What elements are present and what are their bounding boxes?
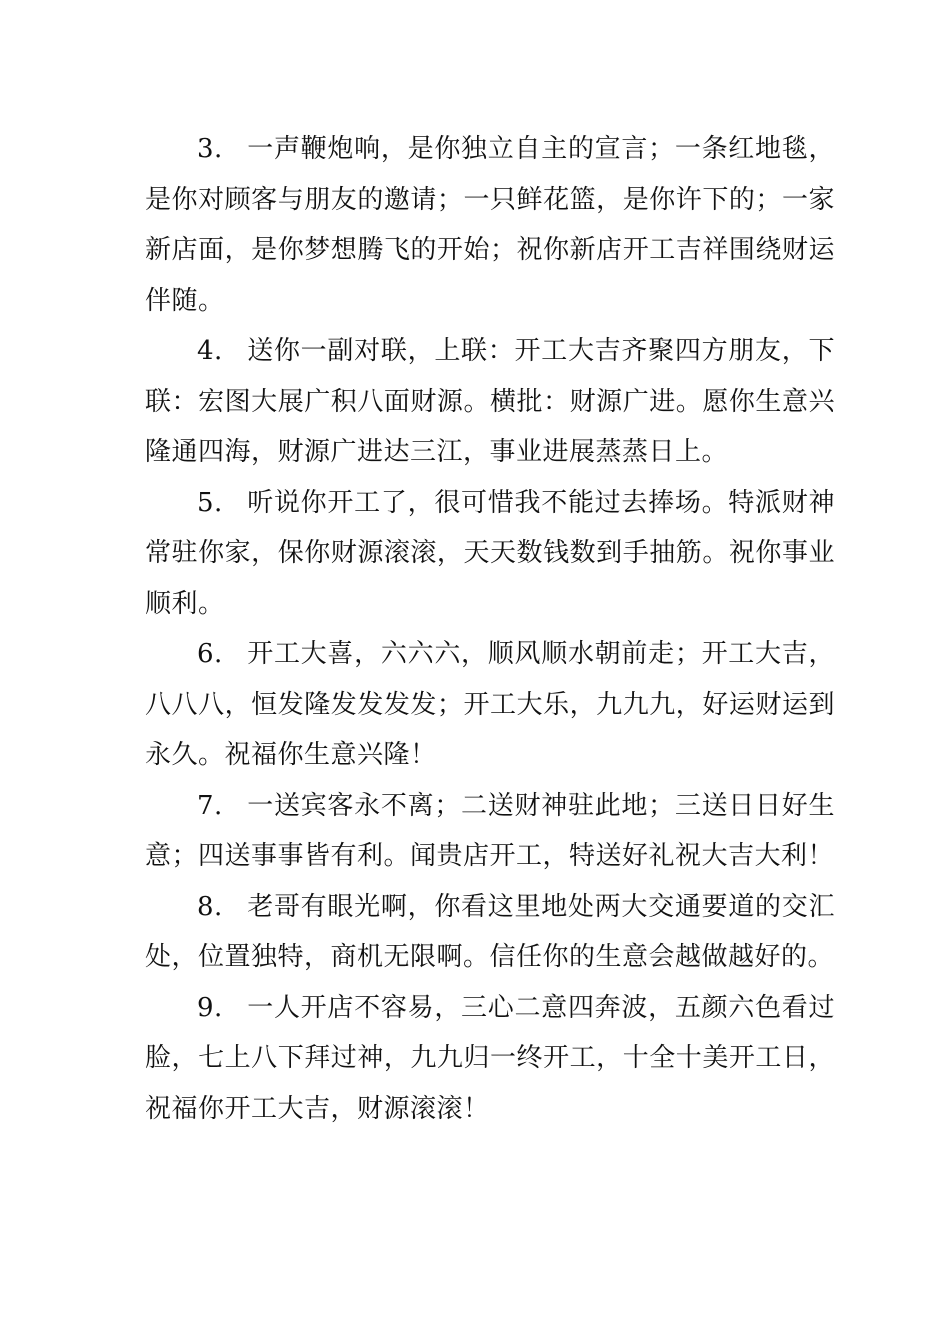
item-text: 听说你开工了，很可惜我不能过去捧场。特派财神常驻你家，保你财源滚滚，天天数钱数到手抽筋。祝你事业顺利。: [145, 487, 835, 619]
item-number: 7.: [197, 790, 223, 821]
item-number: 4.: [197, 336, 223, 366]
document-body: [145, 124, 835, 1134]
item-text: 一送宾客永不离；二送财神驻此地；三送日日好生意；四送事事皆有利。闻贵店开工，特送好礼祝大吉大利！: [145, 790, 835, 871]
item-number: 8.: [197, 891, 223, 922]
list-item: [145, 478, 835, 630]
item-text: 开工大喜，六六六，顺风顺水朝前走；开工大吉，八八八，恒发隆发发发发；开工大乐，九九九，好运财运到永久。祝福你生意兴隆！: [145, 639, 835, 770]
item-text: 送你一副对联，上联：开工大吉齐聚四方朋友，下联：宏图大展广积八面财源。横批：财源广进。愿你生意兴隆通四海，财源广进达三江，事业进展蒸蒸日上。: [145, 336, 835, 467]
item-number: 5.: [197, 487, 223, 518]
list-item: [145, 629, 835, 781]
item-text: 一人开店不容易，三心二意四奔波，五颜六色看过脸，七上八下拜过神，九九归一终开工，十全十美开工日，祝福你开工大吉，财源滚滚！: [145, 992, 835, 1124]
list-item: [145, 124, 835, 326]
item-number: 3.: [197, 134, 223, 164]
list-item: [145, 882, 835, 983]
list-item: [145, 326, 835, 478]
item-text: 一声鞭炮响，是你独立自主的宣言；一条红地毯，是你对顾客与朋友的邀请；一只鲜花篮，是你许下的；一家新店面，是你梦想腾飞的开始；祝你新店开工吉祥围绕财运伴随。: [145, 134, 835, 316]
list-item: [145, 781, 835, 882]
item-text: 老哥有眼光啊，你看这里地处两大交通要道的交汇处，位置独特，商机无限啊。信任你的生意会越做越好的。: [145, 891, 835, 972]
item-number: 6.: [197, 639, 223, 669]
item-number: 9.: [197, 992, 223, 1023]
list-item: [145, 983, 835, 1135]
